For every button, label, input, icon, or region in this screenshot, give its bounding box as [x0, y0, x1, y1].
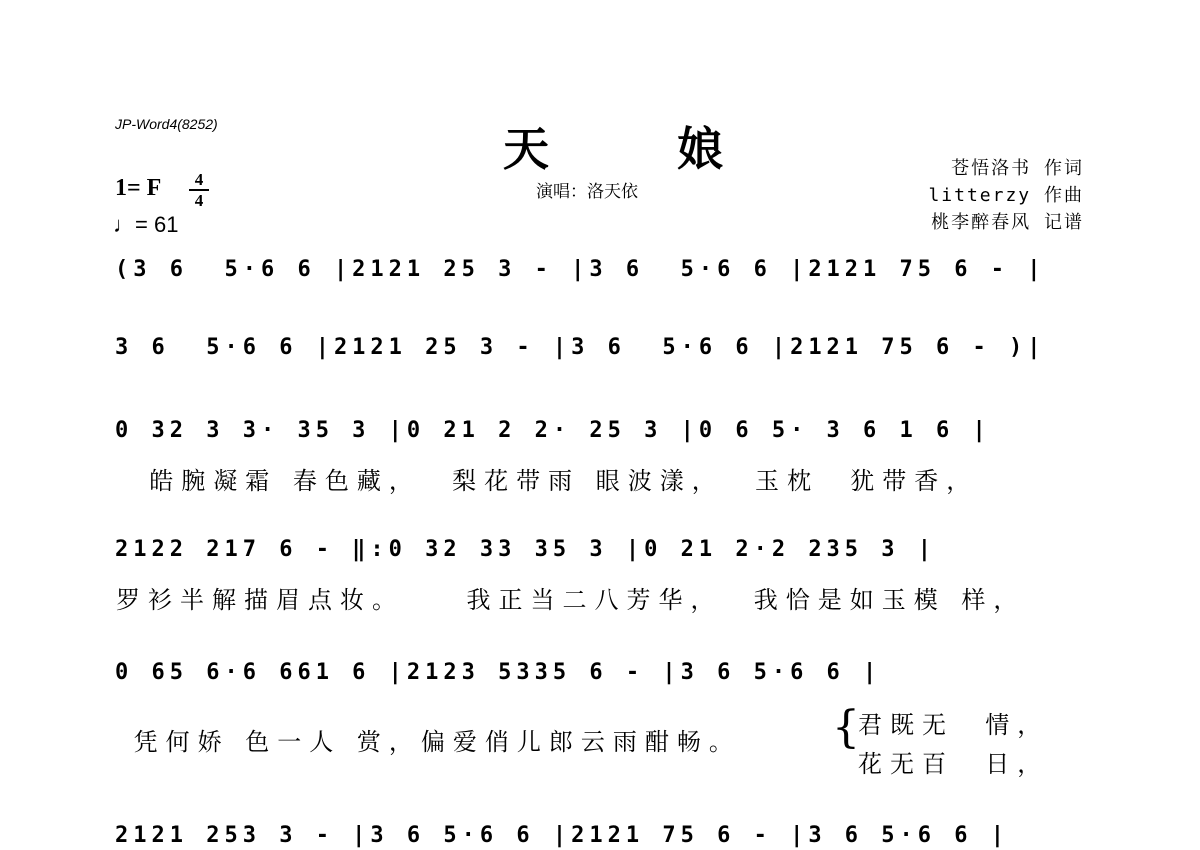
- notation-line: (3 6 5·6 6 |2121 25 3 - |3 6 5·6 6 |2121 75 6 - |: [115, 257, 1046, 282]
- lyric-line-verse-2: 花无百 日，: [858, 750, 1050, 778]
- lyric-line: 凭何娇 色一人 赏，偏爱俏儿郎云雨酣畅。: [118, 728, 741, 756]
- notation-line: 0 32 3 3· 35 3 |0 21 2 2· 25 3 |0 6 5· 3 6 1 6 |: [115, 418, 991, 443]
- lyric-line: 皓腕凝霜 春色藏， 梨花带雨 眼波漾， 玉枕 犹带香，: [118, 467, 979, 495]
- lyric-line-verse-1: 君既无 情，: [858, 711, 1050, 739]
- time-signature-bottom: 4: [194, 191, 204, 210]
- quarter-note-icon: ♩: [113, 212, 135, 237]
- verse-brace: {: [832, 702, 860, 753]
- time-signature: [189, 171, 209, 209]
- lyric-line: 罗衫半解描眉点妆。 我正当二八芳华， 我恰是如玉模 样，: [116, 586, 1026, 614]
- lyricist-credit: 苍悟洛书 作词: [951, 158, 1084, 179]
- software-label: JP-Word4(8252): [115, 116, 218, 132]
- notation-line: 3 6 5·6 6 |2121 25 3 - |3 6 5·6 6 |2121 75 6 - )|: [115, 335, 1046, 360]
- tempo-marking: [113, 212, 178, 238]
- singer-credit: 演唱：洛天依: [536, 182, 638, 202]
- notation-line: 2121 253 3 - |3 6 5·6 6 |2121 75 6 - |3 6 5·6 6 |: [115, 823, 1010, 848]
- tempo-value: = 61: [135, 212, 179, 237]
- notation-line: 2122 217 6 - ‖:0 32 33 35 3 |0 21 2·2 235 3 |: [115, 537, 937, 562]
- composer-credit: litterzy 作曲: [928, 185, 1084, 206]
- notation-line: 0 65 6·6 661 6 |2123 5335 6 - |3 6 5·6 6 |: [115, 660, 882, 685]
- time-signature-top: 4: [194, 170, 204, 189]
- transcriber-credit: 桃李醉春风 记谱: [931, 212, 1084, 233]
- song-title: 天 娘: [503, 122, 780, 176]
- credits-block: [928, 155, 1084, 236]
- key-signature: 1= F: [115, 175, 162, 201]
